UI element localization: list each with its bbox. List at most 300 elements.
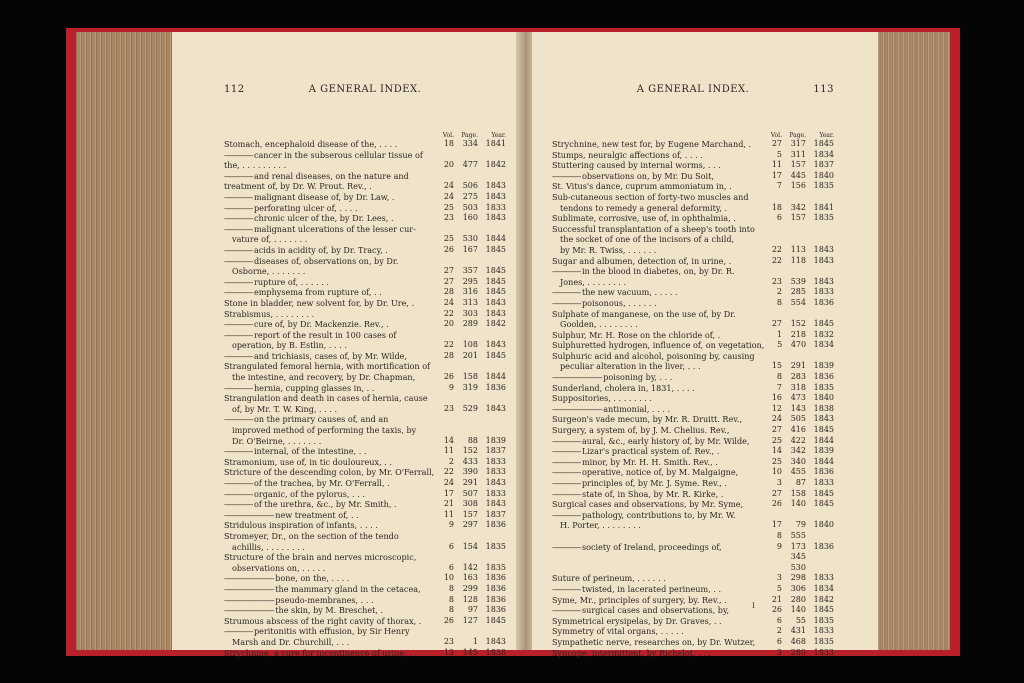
entry-year: 1844 — [813, 435, 834, 445]
column-headers — [764, 132, 834, 139]
entry-year: 1836 — [485, 382, 506, 392]
entry-text: the, . . . . . . . . . — [224, 160, 287, 171]
index-entry — [224, 457, 506, 468]
index-entry — [552, 605, 834, 616]
entry-year: 1838 — [485, 647, 506, 657]
entry-text: ———— rupture of, . . . . . . — [224, 277, 436, 288]
entry-year: 1842 — [485, 319, 506, 329]
entry-text: tendons to remedy a general deformity, . — [560, 202, 728, 213]
entry-volume: 25 — [443, 234, 454, 244]
entry-text: ———— the new vacuum, . . . . . — [552, 287, 764, 298]
entry-year: 1840 — [813, 170, 834, 180]
entry-volume: 22 — [771, 244, 782, 254]
left-page — [172, 32, 520, 658]
entry-volume: 18 — [443, 139, 454, 148]
entry-page: 87 — [795, 478, 806, 487]
entry-text: ———— cancer in the subserous cellular tissue of — [224, 150, 436, 161]
entry-text: ———— cure of, by Dr. Mackenzie. Rev., . — [224, 319, 436, 330]
entry-year: 1833 — [813, 647, 834, 657]
entry-page: 158 — [790, 488, 806, 498]
entry-volume: 11 — [443, 509, 454, 519]
entry-text: improved method of performing the taxis, by — [232, 425, 417, 436]
index-entry — [552, 584, 834, 595]
entry-page: 297 — [462, 520, 478, 530]
entry-text: observations on, . . . . . — [232, 562, 326, 573]
entry-year: 1843 — [813, 276, 834, 286]
entry-text: ———— operative, notice of, by M. Malgaigne, — [552, 467, 764, 478]
entry-text: ———— of the trachea, by Mr. O'Ferrall, . — [224, 478, 436, 489]
index-entry — [552, 298, 834, 309]
entry-page: 554 — [790, 297, 806, 307]
entry-volume: 3 — [776, 647, 782, 657]
index-entry — [224, 224, 506, 235]
entry-year: 1845 — [485, 615, 506, 625]
entry-volume: 27 — [771, 139, 782, 148]
page-number: 112 — [224, 84, 245, 95]
entry-text: ———— perforating ulcer of, . . . . — [224, 203, 436, 214]
entry-volume: 7 — [776, 382, 782, 392]
entry-volume: 16 — [771, 393, 782, 403]
entry-year: 1833 — [485, 456, 506, 466]
entry-volume: 10 — [443, 573, 454, 583]
signature-mark: I — [752, 602, 755, 610]
entry-text: ——————— poisoning by, . . . — [552, 372, 764, 383]
index-entry — [552, 393, 834, 404]
entry-text: ———— organic, of the pylorus, . . . — [224, 489, 436, 500]
entry-page: 318 — [790, 382, 806, 392]
entry-page: 507 — [462, 488, 478, 498]
entry-text: Sublimate, corrosive, use of, in ophthalmia, . — [552, 213, 736, 224]
entry-text: ——————— new treatment of, . . — [224, 510, 436, 521]
entry-volume: 14 — [443, 435, 454, 445]
entry-page: 163 — [462, 573, 478, 583]
entry-page: 468 — [790, 636, 806, 646]
entry-year: 1839 — [813, 446, 834, 456]
index-entry — [224, 499, 506, 510]
entry-volume: 8 — [448, 605, 454, 615]
index-entry — [552, 531, 834, 542]
entry-text: ———— aural, &c., early history of, by Mr. Wilde, — [552, 436, 764, 447]
index-entry — [552, 563, 834, 574]
entry-year: 1843 — [485, 499, 506, 509]
index-entry — [552, 277, 834, 288]
entry-text: ——————— the skin, by M. Breschet, . — [224, 605, 436, 616]
entry-page: 158 — [462, 372, 478, 382]
entry-year: 1836 — [813, 541, 834, 551]
entry-year: 1837 — [485, 509, 506, 519]
entry-page: 289 — [462, 319, 478, 329]
entry-page: 505 — [790, 414, 806, 424]
entry-text: ———— surgical cases and observations, by, — [552, 605, 764, 616]
entry-year: 1835 — [813, 615, 834, 625]
entry-volume: 20 — [443, 319, 454, 329]
entry-year: 1843 — [485, 340, 506, 350]
entry-year: 1837 — [485, 446, 506, 456]
entry-text: Successful transplantation of a sheep's tooth into — [552, 223, 755, 234]
entry-year: 1836 — [813, 297, 834, 307]
entry-page: 306 — [790, 583, 806, 593]
entry-page: 342 — [790, 446, 806, 456]
entry-year: 1835 — [813, 213, 834, 223]
entry-volume: 23 — [443, 213, 454, 223]
index-entry — [224, 266, 506, 277]
entry-text: ———— malignant disease of, by Dr. Law, . — [224, 192, 436, 203]
index-entry — [224, 446, 506, 457]
index-entry — [552, 573, 834, 584]
entry-volume: 10 — [771, 467, 782, 477]
entry-volume: 25 — [771, 435, 782, 445]
entry-text: ——————— bone, on the, . . . . — [224, 573, 436, 584]
col-page: Page. — [461, 132, 478, 139]
entry-volume: 6 — [776, 213, 782, 223]
right-page — [532, 32, 878, 658]
entry-volume: 2 — [776, 626, 782, 636]
index-entry — [552, 171, 834, 182]
entry-text: ———— hernia, cupping glasses in, . . — [224, 383, 436, 394]
entry-text: Strychnine, a cure for incontinence of urine, . — [224, 647, 412, 658]
index-entry — [224, 298, 506, 309]
entry-year: 1833 — [485, 488, 506, 498]
entry-volume: 27 — [443, 276, 454, 286]
index-entry — [552, 436, 834, 447]
entry-text: Sugar and albumen, detection of, in urine, . — [552, 255, 732, 266]
index-entry — [552, 478, 834, 489]
entry-page: 295 — [462, 276, 478, 286]
entry-volume: 24 — [443, 297, 454, 307]
entry-page: 108 — [462, 340, 478, 350]
entry-text: Sulphate of manganese, on the use of, by Dr. — [552, 308, 736, 319]
running-title: A GENERAL INDEX. — [636, 84, 750, 95]
entry-text: ———— of the urethra, &c., by Mr. Smith, . — [224, 499, 436, 510]
entry-page: 97 — [467, 605, 478, 615]
entry-text: the socket of one of the incisors of a child, — [560, 234, 735, 245]
entry-page: 280 — [790, 647, 806, 657]
entry-page: 455 — [790, 467, 806, 477]
entry-page: 157 — [790, 213, 806, 223]
entry-page: 167 — [462, 244, 478, 254]
entry-page: 555 — [790, 530, 806, 540]
entry-year: 1843 — [485, 297, 506, 307]
entry-volume: 6 — [776, 615, 782, 625]
entry-text: Symmetry of vital organs, . . . . . — [552, 626, 684, 637]
entry-page: 201 — [462, 350, 478, 360]
index-entries — [552, 139, 834, 658]
index-entry — [552, 446, 834, 457]
entry-year: 1843 — [813, 244, 834, 254]
entry-page: 530 — [790, 562, 806, 572]
index-entry — [224, 256, 506, 267]
index-entry — [224, 213, 506, 224]
entry-page: 88 — [467, 435, 478, 445]
entry-text: Sympathetic nerve, researches on, by Dr. Wutzer, — [552, 636, 756, 647]
entry-text: Stumps, neuralgic affections of, . . . . — [552, 149, 703, 160]
entry-year: 1843 — [485, 636, 506, 646]
index-entry — [224, 171, 506, 182]
entry-year: 1844 — [485, 372, 506, 382]
entry-text: operation, by B. Estlin, . . . . — [232, 340, 347, 351]
index-entry — [224, 489, 506, 500]
index-entry — [224, 372, 506, 383]
col-year: Year. — [491, 132, 506, 139]
entry-year: 1832 — [813, 329, 834, 339]
entry-volume: 17 — [771, 170, 782, 180]
index-entry — [224, 383, 506, 394]
entry-page: 285 — [790, 287, 806, 297]
entry-volume: 27 — [771, 425, 782, 435]
entry-text: ———— in the blood in diabetes, on, by Dr. R. — [552, 266, 764, 277]
index-entry — [552, 414, 834, 425]
entry-text: Stromeyer, Dr., on the section of the tendo — [224, 530, 399, 541]
entry-year: 1840 — [813, 520, 834, 530]
entry-text: Dr. O'Beirne, . . . . . . . — [232, 435, 322, 446]
index-entry — [224, 467, 506, 478]
entry-page: 152 — [462, 446, 478, 456]
entry-page: 298 — [790, 573, 806, 583]
entry-page: 317 — [790, 139, 806, 148]
entry-volume: 2 — [776, 287, 782, 297]
entry-text: by Mr. R. Twiss, . . . . . . — [560, 244, 657, 255]
index-entry — [224, 563, 506, 574]
index-entry — [224, 436, 506, 447]
entry-year: 1833 — [813, 573, 834, 583]
index-entry — [224, 150, 506, 161]
entry-text: Strangulation and death in cases of hernia, cause — [224, 393, 428, 404]
entry-year: 1841 — [485, 139, 506, 148]
entry-year: 1843 — [813, 255, 834, 265]
entry-text: ———— emphysema from rupture of, . . — [224, 287, 436, 298]
entry-year: 1835 — [485, 562, 506, 572]
entry-text: Stridulous inspiration of infants, . . . . — [224, 520, 378, 531]
entry-text: Stuttering caused by internal worms, . . . — [552, 160, 721, 171]
entry-text: ———— malignant ulcerations of the lesser cur- — [224, 224, 436, 235]
entry-text: Stone in bladder, new solvent for, by Dr. Ure, . — [224, 297, 415, 308]
entry-year: 1843 — [485, 181, 506, 191]
entry-volume: 15 — [771, 361, 782, 371]
entry-text: Syme, Mr., principles of surgery, by. Rev., . — [552, 594, 727, 605]
entry-volume: 11 — [771, 160, 782, 170]
entry-page: 390 — [462, 467, 478, 477]
index-entry — [224, 595, 506, 606]
entry-volume: 8 — [776, 297, 782, 307]
entry-text: Sulphuric acid and alcohol, poisoning by, causing — [552, 350, 755, 361]
entry-year: 1843 — [485, 308, 506, 318]
entry-page: 530 — [462, 234, 478, 244]
index-entry — [224, 234, 506, 245]
entry-text: Surgery, a system of, by J. M. Chelius. Rev., — [552, 425, 730, 436]
index-entry — [224, 626, 506, 637]
entry-text: vature of, . . . . . . . — [232, 234, 308, 245]
entry-volume: 5 — [776, 149, 782, 159]
entry-volume: 3 — [776, 478, 782, 487]
entry-volume: 24 — [771, 414, 782, 424]
entry-text: H. Porter, . . . . . . . . — [560, 520, 641, 531]
index-entry — [552, 139, 834, 150]
index-entry — [224, 393, 506, 404]
entry-text: Strangulated femoral hernia, with mortification of — [224, 361, 431, 372]
entry-volume: 28 — [443, 287, 454, 297]
index-entry — [552, 616, 834, 627]
entry-text: ———— peritonitis with effusion, by Sir Henry — [224, 626, 436, 637]
index-entry — [224, 245, 506, 256]
entry-volume: 3 — [776, 573, 782, 583]
index-entry — [552, 510, 834, 521]
col-vol: Vol. — [770, 132, 782, 139]
entry-page: 160 — [462, 213, 478, 223]
index-entry — [224, 192, 506, 203]
entry-page: 445 — [790, 170, 806, 180]
index-entry — [552, 383, 834, 394]
entry-page: 55 — [795, 615, 806, 625]
entry-page: 140 — [790, 605, 806, 615]
entry-text: ———— chronic ulcer of the, by Dr. Lees, . — [224, 213, 436, 224]
index-entry — [552, 181, 834, 192]
index-entry — [552, 648, 834, 659]
page-edges-right — [878, 32, 950, 650]
index-entry — [224, 160, 506, 171]
entry-year: 1843 — [485, 403, 506, 413]
entry-year: 1843 — [485, 478, 506, 487]
entry-year: 1833 — [813, 626, 834, 636]
entry-volume: 22 — [771, 255, 782, 265]
index-entry — [552, 372, 834, 383]
entry-year: 1834 — [813, 149, 834, 159]
entry-page: 357 — [462, 266, 478, 276]
index-entry — [224, 531, 506, 542]
entry-year: 1835 — [813, 181, 834, 191]
entry-page: 431 — [790, 626, 806, 636]
entry-text: ———— diseases of, observations on, by Dr. — [224, 256, 436, 267]
index-entry — [224, 181, 506, 192]
entry-volume: 6 — [776, 636, 782, 646]
entry-page: 422 — [790, 435, 806, 445]
entry-year: 1842 — [813, 594, 834, 604]
index-entry — [552, 340, 834, 351]
entry-volume: 12 — [771, 403, 782, 413]
entry-text: Sulphuretted hydrogen, influence of, on vegetation, — [552, 340, 765, 351]
index-entry — [552, 467, 834, 478]
index-entry — [552, 245, 834, 256]
entry-text: ——————— pseudo-membranes, . . . — [224, 595, 436, 606]
entry-page: 506 — [462, 181, 478, 191]
index-entry — [552, 626, 834, 637]
index-entry — [224, 648, 506, 659]
entry-volume: 5 — [776, 583, 782, 593]
entry-volume: 20 — [443, 160, 454, 170]
entry-year: 1836 — [485, 573, 506, 583]
entry-text: ——————— the mammary gland in the cetacea, — [224, 584, 436, 595]
index-entry — [552, 361, 834, 372]
entry-year: 1844 — [485, 234, 506, 244]
entry-year: 1833 — [813, 287, 834, 297]
entry-page: 416 — [790, 425, 806, 435]
entry-text: ———— report of the result in 100 cases of — [224, 330, 436, 341]
index-entry — [224, 520, 506, 531]
entry-text: ———— poisonous, . . . . . . — [552, 298, 764, 309]
entry-page: 128 — [462, 594, 478, 604]
entry-text: ——————— antimonial, . . . . — [552, 404, 764, 415]
entry-year: 1845 — [485, 276, 506, 286]
entry-volume: 8 — [776, 530, 782, 540]
index-entry — [552, 520, 834, 531]
entry-volume: 17 — [443, 488, 454, 498]
index-entry — [224, 319, 506, 330]
entry-page: 143 — [790, 403, 806, 413]
column-headers — [436, 132, 506, 139]
index-entry — [552, 287, 834, 298]
entry-volume: 18 — [771, 202, 782, 212]
entry-text: Surgeon's vade mecum, by Mr. R. Druitt. Rev., — [552, 414, 743, 425]
entry-page: 218 — [790, 329, 806, 339]
entry-page: 433 — [462, 456, 478, 466]
entry-text: ———— minor, by Mr. H. H. Smith. Rev., . — [552, 457, 764, 468]
entry-text: ———— state of, in Shoa, by Mr. R. Kirke, . — [552, 489, 764, 500]
entry-volume: 23 — [771, 276, 782, 286]
entry-text: of, by Mr. T. W. King, . . . . — [232, 403, 338, 414]
entry-volume: 24 — [443, 191, 454, 201]
entry-volume: 2 — [448, 456, 454, 466]
entry-year: 1840 — [813, 393, 834, 403]
entry-page: 539 — [790, 276, 806, 286]
index-entry — [552, 457, 834, 468]
entry-text: Stramonium, use of, in tic douloureux, . . — [224, 456, 392, 467]
index-entry — [224, 510, 506, 521]
entry-text: Symmetrical erysipelas, by Dr. Graves, . . — [552, 615, 722, 626]
entry-volume: 27 — [443, 266, 454, 276]
entry-text: Osborne, . . . . . . . — [232, 266, 306, 277]
entry-page: 313 — [462, 297, 478, 307]
index-entry — [224, 584, 506, 595]
index-entry — [552, 425, 834, 436]
entry-volume: 8 — [776, 372, 782, 382]
entry-year: 1835 — [813, 636, 834, 646]
entry-text: Strychnine, new test for, by Eugene Marchand, . — [552, 139, 752, 149]
entry-text: Surgical cases and observations, by Mr. Syme, — [552, 499, 744, 510]
entry-volume: 26 — [443, 372, 454, 382]
entry-volume: 6 — [448, 541, 454, 551]
entry-volume: 26 — [443, 615, 454, 625]
entry-year: 1836 — [485, 594, 506, 604]
entry-page: 127 — [462, 615, 478, 625]
entry-text: Sulphur, Mr. H. Rose on the chloride of, . — [552, 329, 721, 340]
running-title: A GENERAL INDEX. — [308, 84, 422, 95]
entry-page: 113 — [790, 244, 806, 254]
entry-year: 1841 — [813, 202, 834, 212]
index-entry — [552, 150, 834, 161]
entry-year: 1836 — [813, 467, 834, 477]
entry-volume: 27 — [771, 488, 782, 498]
entry-page: 152 — [790, 319, 806, 329]
entry-page: 156 — [790, 181, 806, 191]
entry-text: ———— and trichiasis, cases of, by Mr. Wilde, — [224, 351, 436, 362]
entry-volume: 22 — [443, 340, 454, 350]
entry-year: 1835 — [813, 382, 834, 392]
entry-text: treatment of, by Dr. W. Prout. Rev., . — [224, 181, 372, 192]
entry-volume: 7 — [776, 181, 782, 191]
entry-page: 154 — [462, 541, 478, 551]
index-entries — [224, 139, 506, 658]
index-entry — [552, 203, 834, 214]
index-entry — [552, 542, 834, 553]
entry-page: 1 — [472, 636, 478, 646]
entry-text: ———— Lizar's practical system of. Rev., . — [552, 446, 764, 457]
index-entry — [224, 414, 506, 425]
index-entry — [552, 319, 834, 330]
entry-volume: 9 — [776, 541, 782, 551]
entry-year: 1845 — [813, 488, 834, 498]
index-entry — [224, 340, 506, 351]
entry-year: 1834 — [813, 583, 834, 593]
entry-text: Strumous abscess of the right cavity of thorax, . — [224, 615, 422, 626]
